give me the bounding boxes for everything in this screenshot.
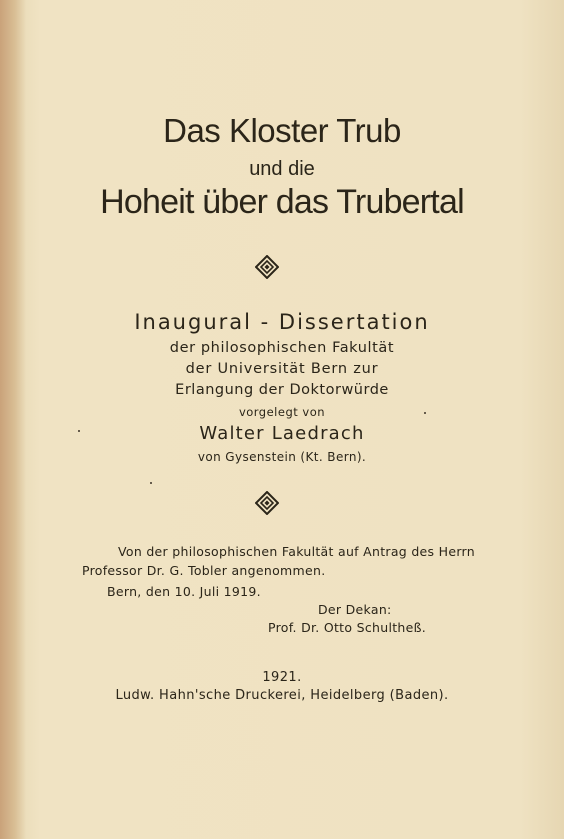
dean-name: Prof. Dr. Otto Schultheß. [268,620,427,635]
faculty-line: der philosophischen Fakultät [169,340,395,356]
diamond-ornament-icon [255,491,279,515]
author-origin: von Gysenstein (Kt. Bern). [197,450,367,464]
title-line-2: und die [249,158,315,180]
dean-label: Der Dekan: [318,602,392,617]
paper-speck [78,430,80,432]
presented-by-line: vorgelegt von [238,405,326,419]
author-name: Walter Laedrach [199,423,365,444]
approval-date: Bern, den 10. Juli 1919. [107,584,261,599]
paper-speck [150,482,152,484]
title-line-3: Hoheit über das Trubertal [100,183,464,221]
approval-line-1: Von der philosophischen Fakultät auf Antrag des Herrn [118,544,475,559]
university-line: der Universität Bern zur [185,361,379,377]
imprint-printer: Ludw. Hahn'sche Druckerei, Heidelberg (Baden). [115,688,449,703]
purpose-line: Erlangung der Doktorwürde [175,382,389,398]
diamond-ornament-icon [255,255,279,279]
paper-speck [424,412,426,414]
imprint-year: 1921. [262,670,302,685]
dissertation-label: Inaugural - Dissertation [134,310,430,334]
title-line-1: Das Kloster Trub [163,112,401,149]
approval-line-2: Professor Dr. G. Tobler angenommen. [82,563,326,578]
